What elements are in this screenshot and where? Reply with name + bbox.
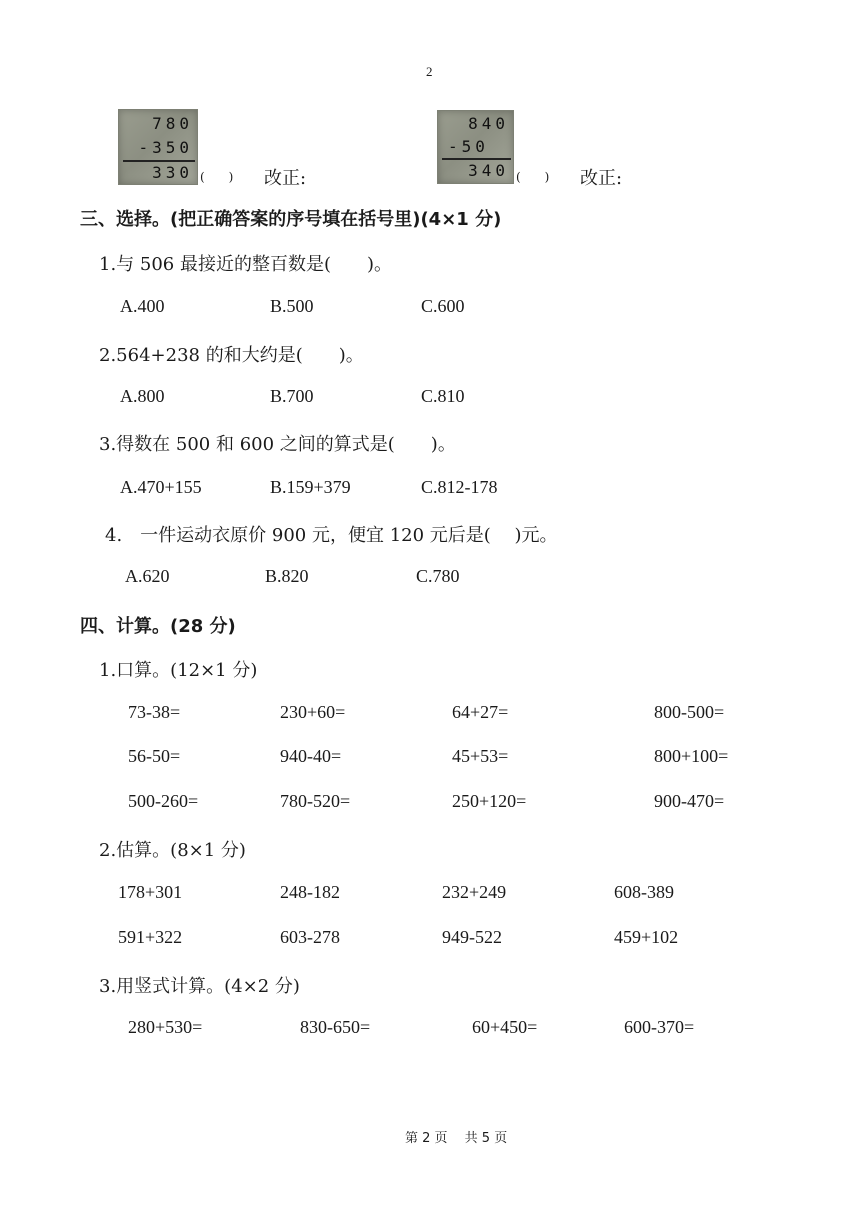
option-c: C.780 — [416, 566, 460, 586]
photo-line: 840 — [468, 114, 509, 133]
photo-line: 340 — [468, 161, 509, 180]
oral-calc-item: 56-50= — [128, 746, 181, 766]
subsection-title: 3.用竖式计算。(4×2 分) — [99, 976, 300, 997]
estimate-item: 949-522 — [442, 927, 502, 947]
option-b: B.159+379 — [270, 477, 351, 497]
question-text: 3.得数在 500 和 600 之间的算式是( )。 — [99, 434, 456, 455]
vertical-calc-item: 280+530= — [128, 1017, 203, 1037]
oral-calc-item: 900-470= — [654, 791, 725, 811]
oral-calc-item: 800+100= — [654, 746, 729, 766]
estimate-item: 232+249 — [442, 882, 507, 902]
option-a: A.620 — [125, 566, 170, 586]
vertical-calc-item: 60+450= — [472, 1017, 538, 1037]
photo-line: 330 — [152, 163, 193, 182]
question-text: 1.与 506 最接近的整百数是( )。 — [99, 254, 393, 275]
option-b: B.820 — [265, 566, 309, 586]
page-footer: 第 2 页 共 5 页 — [405, 1131, 508, 1146]
subsection-title: 2.估算。(8×1 分) — [99, 840, 246, 861]
photo-rule — [123, 160, 195, 162]
page-number: 2 — [426, 64, 433, 79]
oral-calc-item: 800-500= — [654, 702, 725, 722]
option-a: A.400 — [120, 296, 165, 316]
subsection-title: 1.口算。(12×1 分) — [99, 660, 258, 681]
correction-label: 改正: — [580, 168, 623, 189]
answer-paren: ( ) — [516, 170, 550, 184]
oral-calc-item: 73-38= — [128, 702, 181, 722]
oral-calc-item: 940-40= — [280, 746, 342, 766]
option-b: B.500 — [270, 296, 314, 316]
vertical-calc-item: 600-370= — [624, 1017, 695, 1037]
photo-line: -50 — [448, 137, 489, 156]
photo-rule — [442, 158, 511, 160]
option-a: A.470+155 — [120, 477, 202, 497]
option-c: C.810 — [421, 386, 465, 406]
photo-line: 780 — [152, 114, 193, 133]
oral-calc-item: 250+120= — [452, 791, 527, 811]
estimate-item: 178+301 — [118, 882, 183, 902]
estimate-item: 248-182 — [280, 882, 340, 902]
option-c: C.812-178 — [421, 477, 498, 497]
photo-line: -350 — [138, 138, 193, 157]
question-text: 2.564+238 的和大约是( )。 — [99, 345, 364, 366]
section-heading: 三、选择。(把正确答案的序号填在括号里)(4×1 分) — [80, 209, 502, 230]
option-c: C.600 — [421, 296, 465, 316]
vertical-subtraction-photo — [437, 110, 514, 184]
oral-calc-item: 45+53= — [452, 746, 509, 766]
oral-calc-item: 64+27= — [452, 702, 509, 722]
question-text: 4. 一件运动衣原价 900 元，便宜 120 元后是( )元。 — [105, 525, 558, 546]
oral-calc-item: 230+60= — [280, 702, 346, 722]
section-heading: 四、计算。(28 分) — [80, 616, 236, 637]
estimate-item: 603-278 — [280, 927, 340, 947]
estimate-item: 459+102 — [614, 927, 679, 947]
option-b: B.700 — [270, 386, 314, 406]
answer-paren: ( ) — [200, 170, 234, 184]
correction-label: 改正: — [264, 168, 307, 189]
vertical-calc-item: 830-650= — [300, 1017, 371, 1037]
estimate-item: 591+322 — [118, 927, 183, 947]
option-a: A.800 — [120, 386, 165, 406]
oral-calc-item: 500-260= — [128, 791, 199, 811]
oral-calc-item: 780-520= — [280, 791, 351, 811]
vertical-subtraction-photo — [118, 109, 198, 185]
estimate-item: 608-389 — [614, 882, 674, 902]
